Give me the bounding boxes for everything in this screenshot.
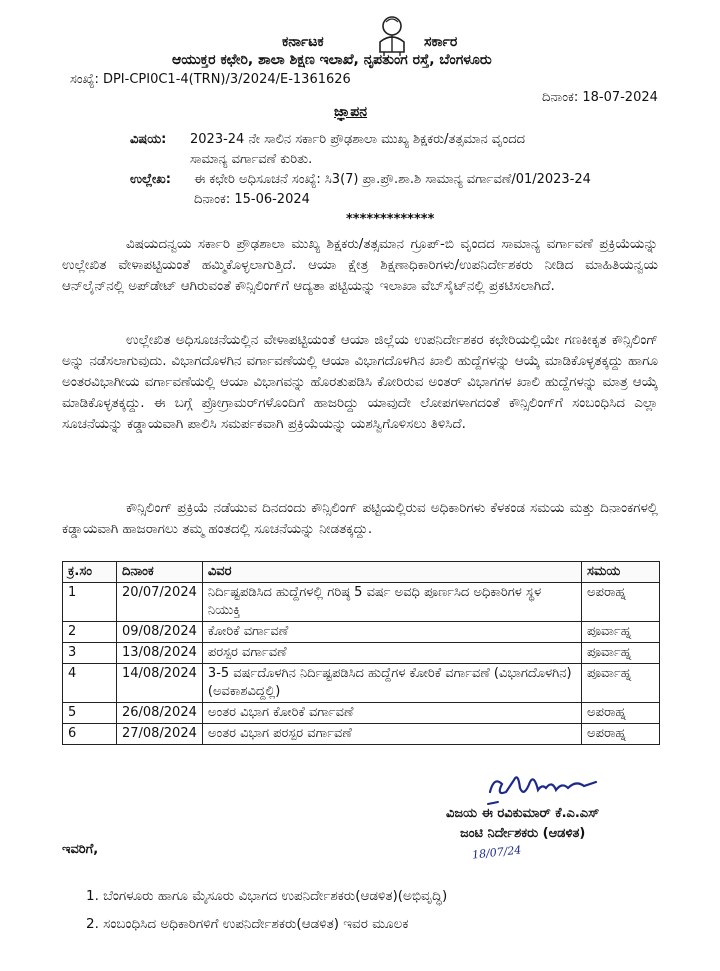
cell-time: ಪೂರ್ವಾಹ್ನ [582,643,660,664]
office-address: ಆಯುಕ್ತರ ಕಛೇರಿ, ಶಾಲಾ ಶಿಕ್ಷಣ ಇಲಾಖೆ, ನೃಪತುಂಗ ರಸ್ತೆ, ಬೆಂಗಳೂರು [172,52,492,68]
document-date: ದಿನಾಂಕ: 18-07-2024 [542,90,658,105]
separator-stars: ************* [346,212,435,227]
cell-details: ನಿರ್ದಿಷ್ಟಪಡಿಸಿದ ಹುದ್ದೆಗಳಲ್ಲಿ ಗರಿಷ್ಠ 5 ವರ್ಷ ಅವಧಿ ಪೂರ್ಣಸಿದ ಅಧಿಕಾರಿಗಳ ಸ್ಥಳ ನಿಯುಕ್ತಿ [202,583,581,622]
cell-serial: 3 [63,643,117,664]
recipient-item: 1. ಬೆಂಗಳೂರು ಹಾಗೂ ಮೈಸೂರು ವಿಭಾಗದ ಉಪನಿರ್ದೇಶಕರು(ಆಡಳಿತ)(ಅಭಿವೃದ್ಧಿ) [86,888,448,904]
cell-time: ಅಪರಾಹ್ನ [582,703,660,724]
cell-details: ಪರಸ್ಪರ ವರ್ಗಾವಣೆ [202,643,581,664]
cell-date: 14/08/2024 [116,664,202,703]
recipient-item: 2. ಸಂಬಂಧಿಸಿದ ಅಧಿಕಾರಿಗಳಿಗೆ ಉಪನಿರ್ದೇಶಕರು(ಆಡಳಿತ) ಇವರ ಮೂಲಕ [86,916,409,932]
cell-date: 27/08/2024 [116,724,202,745]
cell-date: 13/08/2024 [116,643,202,664]
cell-date: 20/07/2024 [116,583,202,622]
cell-serial: 2 [63,622,117,643]
cell-serial: 6 [63,724,117,745]
document-type-title: ಜ್ಞಾಪನ [334,104,368,120]
table-row [63,583,660,622]
cell-details: ಅಂತರ ವಿಭಾಗ ಕೋರಿಕೆ ವರ್ಗಾವಣೆ [202,703,581,724]
header-details: ವಿವರ [202,562,581,583]
body-paragraph-2: ಉಲ್ಲೇಖಿತ ಅಧಿಸೂಚನೆಯಲ್ಲಿನ ವೇಳಾಪಟ್ಟಿಯಂತೆ ಆಯಾ ಜಿಲ್ಲೆಯ ಉಪನಿರ್ದೇಶಕರ ಕಛೇರಿಯಲ್ಲಿಯೇ ಗಣಕೀಕೃತ ಕೌನ್ಸಿಲಿಂಗ್ ಅನ್ನು ನಡೆಸಲಾಗುವುದು. ವಿಭಾಗದೊಳಗಿನ ವರ್ಗಾವಣೆಯಲ್ಲಿ ಆಯಾ ವಿಭಾಗದೊಳಗಿನ ಖಾಲಿ ಹುದ್ದೆಗಳನ್ನು ಆಯ್ಕೆ ಮಾಡಿಕೊಳ್ಳತಕ್ಕದ್ದು ಹಾಗೂ ಅಂತರವಿಭಾಗೀಯ ವರ್ಗಾವಣೆಯಲ್ಲಿ ಆಯಾ ವಿಭಾಗವನ್ನು ಹೊರತುಪಡಿಸಿ ಕೋರಿರುವ ಅಂತರ್ ವಿಭಾಗಗಳ ಖಾಲಿ ಹುದ್ದೆಗಳನ್ನು ಮಾತ್ರ ಆಯ್ಕೆ ಮಾಡಿಕೊಳ್ಳತಕ್ಕದ್ದು. ಈ ಬಗ್ಗೆ ಪ್ರೋಗ್ರಾಮರ್‌ಗಳೊಂದಿಗೆ ಹಾಜರಿದ್ದು ಯಾವುದೇ ಲೋಪಗಳಾಗದಂತೆ ಕೌನ್ಸಿಲಿಂಗ್‌ಗೆ ಸಂಬಂಧಿಸಿದ ಎಲ್ಲಾ ಸೂಚನೆಯನ್ನು ಕಡ್ಡಾಯವಾಗಿ ಪಾಲಿಸಿ ಸಮರ್ಪಕವಾಗಿ ಪ್ರಕ್ರಿಯೆಯನ್ನು ಯಶಸ್ವಿಗೊಳಿಸಲು ತಿಳಿಸಿದೆ. [62,332,658,432]
cell-time: ಪೂರ್ವಾಹ್ನ [582,664,660,703]
state-name-left: ಕರ್ನಾಟಕ [282,34,324,50]
table-header-row [63,562,660,583]
cell-date: 26/08/2024 [116,703,202,724]
table-row [63,664,660,703]
body-paragraph-3: ಕೌನ್ಸಿಲಿಂಗ್ ಪ್ರಕ್ರಿಯೆ ನಡೆಯುವ ದಿನದಂದು ಕೌನ್ಸಿಲಿಂಗ್ ಪಟ್ಟಿಯಲ್ಲಿರುವ ಅಧಿಕಾರಿಗಳು ಕೆಳಕಂಡ ಸಮಯ ಮತ್ತು ದಿನಾಂಕಗಳಲ್ಲಿ ಕಡ್ಡಾಯವಾಗಿ ಹಾಜರಾಗಲು ತಮ್ಮ ಹಂತದಲ್ಲಿ ಸೂಚನೆಯನ್ನು ನೀಡತಕ್ಕದ್ದು. [62,500,658,537]
cell-time: ಅಪರಾಹ್ನ [582,724,660,745]
cell-details: ಅಂತರ ವಿಭಾಗ ಪರಸ್ಪರ ವರ್ಗಾವಣೆ [202,724,581,745]
reference-label: ಉಲ್ಲೇಖ: [130,172,171,187]
subject-label: ವಿಷಯ: [130,132,167,147]
cell-serial: 5 [63,703,117,724]
state-name-right: ಸರ್ಕಾರ [424,34,458,50]
header-date: ದಿನಾಂಕ [116,562,202,583]
table-row [63,724,660,745]
table-row [63,622,660,643]
body-paragraph-1: ವಿಷಯದನ್ವಯ ಸರ್ಕಾರಿ ಪ್ರೌಢಶಾಲಾ ಮುಖ್ಯ ಶಿಕ್ಷಕರು/ತತ್ಸಮಾನ ಗ್ರೂಪ್-ಬಿ ವೃಂದದ ಸಾಮಾನ್ಯ ವರ್ಗಾವಣೆ ಪ್ರಕ್ರಿಯೆಯನ್ನು ಉಲ್ಲೇಖಿತ ವೇಳಾಪಟ್ಟಿಯಂತೆ ಹಮ್ಮಿಕೊಳ್ಳಲಾಗುತ್ತಿದೆ. ಆಯಾ ಕ್ಷೇತ್ರ ಶಿಕ್ಷಣಾಧಿಕಾರಿಗಳು/ಉಪನಿರ್ದೇಶಕರು ನೀಡಿದ ಮಾಹಿತಿಯನ್ವಯ ಆನ್‌ಲೈನ್‌ನಲ್ಲಿ ಅಪ್‌ಡೇಟ್ ಆಗಿರುವಂತೆ ಕೌನ್ಸಿಲಿಂಗ್‌ಗೆ ಆದ್ಯತಾ ಪಟ್ಟಿಯನ್ನು ಇಲಾಖಾ ವೆಬ್‌ಸೈಟ್‌ನಲ್ಲಿ ಪ್ರಕಟಿಸಲಾಗಿದೆ. [62,236,658,294]
reference-number: ಸಂಖ್ಯೆ: DPI-CPI0C1-4(TRN)/3/2024/E-1361626 [70,72,351,87]
signatory-name: ವಿಜಯ ಈ ರವಿಕುಮಾರ್ ಕೆ.ಎ.ಎಸ್ [446,806,600,821]
handwritten-date: 18/07/24 [471,843,522,862]
cell-serial: 1 [63,583,117,622]
cell-time: ಪೂರ್ವಾಹ್ನ [582,622,660,643]
header-serial: ಕ್ರ.ಸಂ [63,562,117,583]
recipients-label: ಇವರಿಗೆ, [62,842,99,857]
header-time: ಸಮಯ [582,562,660,583]
schedule-table [62,561,660,745]
reference-line-1: ಈ ಕಛೇರಿ ಅಧಿಸೂಚನೆ ಸಂಖ್ಯೆ: ಸಿ3(7) ಪ್ರಾ.ಪ್ರೌ.ಶಾ.ಶಿ ಸಾಮಾನ್ಯ ವರ್ಗಾವಣೆ/01/2023-24 [194,172,591,187]
cell-details: ಕೋರಿಕೆ ವರ್ಗಾವಣೆ [202,622,581,643]
subject-line-2: ಸಾಮಾನ್ಯ ವರ್ಗಾವಣೆ ಕುರಿತು. [190,152,313,167]
subject-line-1: 2023-24 ನೇ ಸಾಲಿನ ಸರ್ಕಾರಿ ಪ್ರೌಢಶಾಲಾ ಮುಖ್ಯ ಶಿಕ್ಷಕರು/ತತ್ಸಮಾನ ವೃಂದದ [190,132,526,147]
signature-scribble [484,762,604,812]
cell-time: ಅಪರಾಹ್ನ [582,583,660,622]
reference-line-2: ದಿನಾಂಕ: 15-06-2024 [194,192,310,207]
signatory-designation: ಜಂಟಿ ನಿರ್ದೇಶಕರು (ಆಡಳಿತ) [460,826,586,841]
table-row [63,643,660,664]
cell-details: 3-5 ವರ್ಷದೊಳಗಿನ ನಿರ್ದಿಷ್ಟಪಡಿಸಿದ ಹುದ್ದೆಗಳ ಕೋರಿಕೆ ವರ್ಗಾವಣೆ (ವಿಭಾಗದೊಳಗಿನ) (ಅವಕಾಶವಿದ್ದಲ್ಲಿ) [202,664,581,703]
table-row [63,703,660,724]
cell-serial: 4 [63,664,117,703]
cell-date: 09/08/2024 [116,622,202,643]
